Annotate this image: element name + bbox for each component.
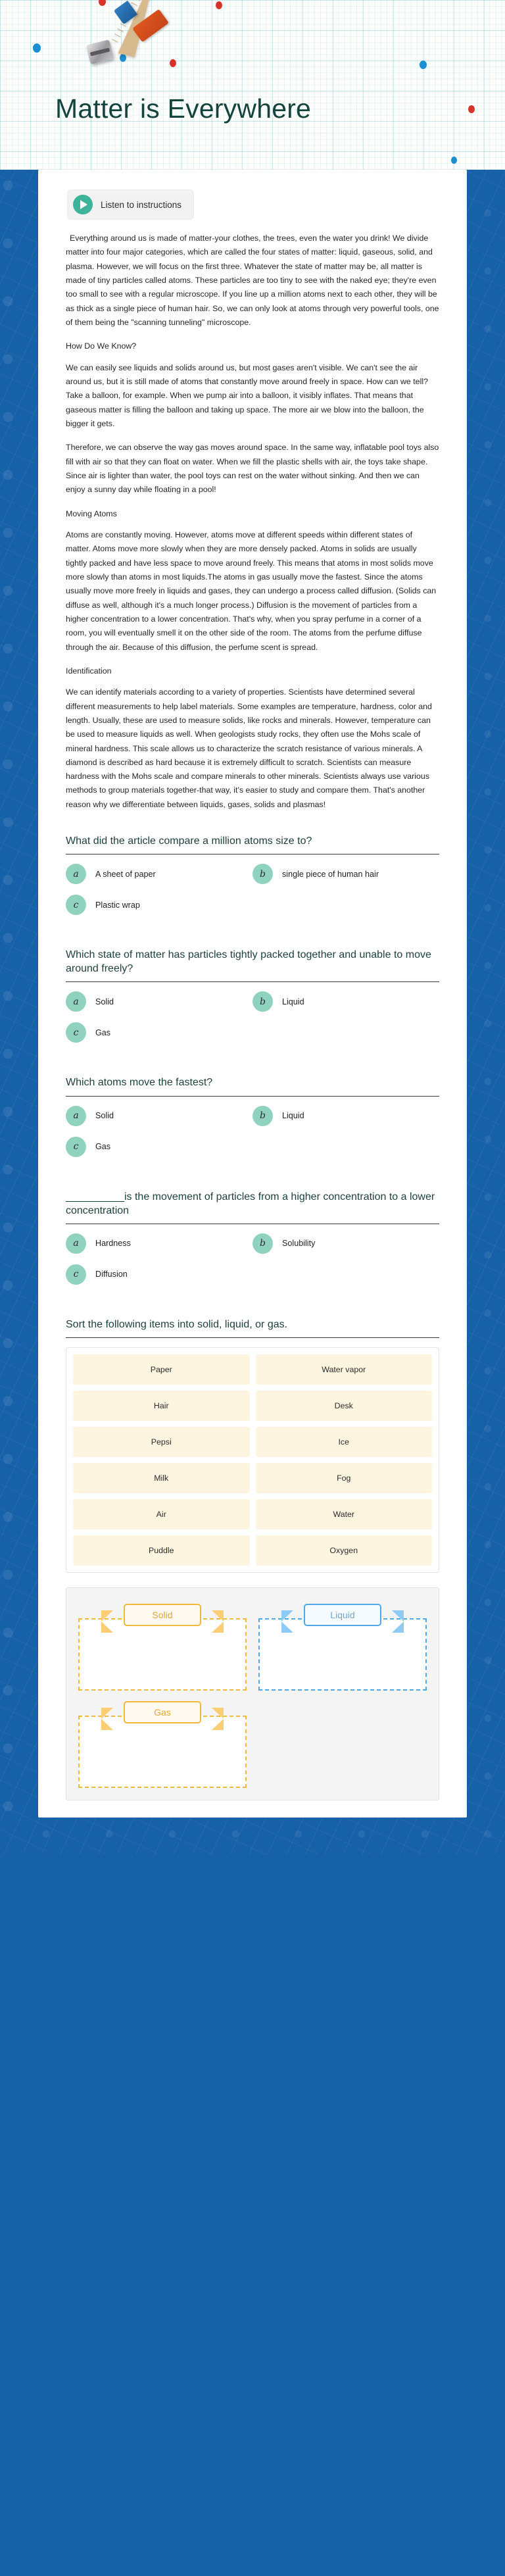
question-1-text: What did the article compare a million atoms size to? <box>66 834 439 855</box>
play-icon <box>73 195 93 214</box>
question-1 <box>66 834 439 926</box>
choice-label: single piece of human hair <box>282 869 379 879</box>
article-paragraph: Atoms are constantly moving. However, atoms move at different speeds within different states of matter. Atoms move more slowly when they are more densely packed. Atoms in solids are usually tightly packed and have less space to move around freely. This means that atoms in most solids move more slowly than atoms in most liquids.The atoms in gas usually move the fastest. Since the atoms usually move more freely in liquids and gases, they can undergo a process called diffusion. (Solids can diffuse as well, although it's a much longer process.) Diffusion is the movement of particles from a higher concentration to a lower concentration. That's why, when you spray perfume in a corner of a room, you will eventually smell it on the other side of the room. The atoms from the perfume diffuse through the air. Because of this diffusion, the perfume scent is spread. <box>66 530 437 652</box>
confetti-dot <box>420 61 427 69</box>
confetti-dot <box>120 54 126 62</box>
confetti-dot <box>451 157 457 164</box>
drop-zone-solid[interactable] <box>78 1604 247 1691</box>
question-3 <box>66 1076 439 1167</box>
ribbon-wing-left-icon <box>101 1610 113 1633</box>
choice-key-bubble: c <box>66 1022 86 1043</box>
choice-label: Gas <box>95 1028 111 1037</box>
choice-key-bubble: b <box>252 864 273 884</box>
question-4-choice-a[interactable] <box>66 1233 252 1254</box>
choice-key-bubble: b <box>252 1106 273 1126</box>
worksheet-header <box>0 0 505 170</box>
page-title: Matter is Everywhere <box>55 93 312 124</box>
drop-zone-liquid-label: Liquid <box>304 1604 381 1626</box>
choice-key-bubble: b <box>252 991 273 1012</box>
question-4-text: __________is the movement of particles from a higher concentration to a lower concentration <box>66 1190 439 1224</box>
sort-item[interactable]: Milk <box>73 1463 250 1493</box>
article-paragraph: Therefore, we can observe the way gas moves around space. In the same way, inflatable pool toys also fill with air so that they can float on water. When we fill the plastic shells with air, the toys take shape. Since air is lighter than water, the pool toys can rest on the water without sinking. And then we can enjoy a sunny day while floating in a pool! <box>66 443 439 495</box>
choice-label: Solid <box>95 1111 114 1121</box>
choice-label: Plastic wrap <box>95 900 140 910</box>
choice-key-bubble: a <box>66 864 86 884</box>
article-body <box>66 232 439 812</box>
sort-item[interactable]: Ice <box>256 1427 433 1457</box>
choice-label: Liquid <box>282 1111 304 1121</box>
choice-key-bubble: c <box>66 895 86 915</box>
choice-key-bubble: b <box>252 1233 273 1254</box>
question-4-choice-b[interactable] <box>252 1233 439 1254</box>
question-2-text: Which state of matter has particles tightly packed together and unable to move around freely? <box>66 948 439 982</box>
sort-item[interactable]: Air <box>73 1499 250 1529</box>
question-1-choice-a[interactable] <box>66 864 252 884</box>
page-footer-spacer <box>0 1818 505 1854</box>
ribbon-wing-right-icon <box>212 1708 224 1730</box>
drop-zone-solid-label: Solid <box>124 1604 201 1626</box>
question-2-choice-c[interactable] <box>66 1022 252 1043</box>
question-1-choice-c[interactable] <box>66 895 252 915</box>
confetti-dot <box>99 0 106 6</box>
choice-key-bubble: a <box>66 1233 86 1254</box>
question-2-choice-b[interactable] <box>252 991 439 1012</box>
drop-zone-spacer <box>258 1701 427 1788</box>
question-2-choices <box>66 991 439 1053</box>
ribbon-wing-right-icon <box>212 1610 224 1633</box>
article-paragraph: Everything around us is made of matter-your clothes, the trees, even the water you drink! We divide matter into four major categories, which are called the four states of matter: liquid, gaseous, solid, and plasma. However, we will focus on the first three. Whatever the state of matter may be, all matter is made of tiny particles called atoms. These particles are too tiny to see with the naked eye; they're even too small to see with a regular microscope. If you line up a million atoms next to each other, they will be as thick as a single piece of human hair. So, we can only look at atoms through very powerful tools, one of them being the "scanning tunneling" microscope. <box>66 234 439 327</box>
sort-item[interactable]: Puddle <box>73 1535 250 1566</box>
sort-item[interactable]: Pepsi <box>73 1427 250 1457</box>
article-subheading-moving-atoms: Moving Atoms <box>66 508 117 518</box>
sort-drop-zones <box>66 1587 439 1800</box>
question-4-choices <box>66 1233 439 1295</box>
choice-label: Solubility <box>282 1239 316 1249</box>
choice-key-bubble: a <box>66 1106 86 1126</box>
confetti-dot <box>216 1 222 9</box>
listen-to-instructions-button[interactable] <box>67 189 194 220</box>
sort-item[interactable]: Hair <box>73 1391 250 1421</box>
question-4 <box>66 1190 439 1295</box>
drop-zone-gas[interactable] <box>78 1701 247 1788</box>
choice-key-bubble: a <box>66 991 86 1012</box>
choice-label: Diffusion <box>95 1270 128 1279</box>
question-3-choice-a[interactable] <box>66 1106 252 1126</box>
ribbon-wing-right-icon <box>392 1610 404 1633</box>
question-3-choice-c[interactable] <box>66 1137 252 1157</box>
question-3-text: Which atoms move the fastest? <box>66 1076 439 1096</box>
choice-label: Liquid <box>282 997 304 1006</box>
worksheet-sheet <box>38 170 467 1818</box>
drop-zone-gas-label: Gas <box>124 1701 201 1723</box>
confetti-dot <box>33 43 41 53</box>
question-4-choice-c[interactable] <box>66 1264 252 1285</box>
choice-key-bubble: c <box>66 1137 86 1157</box>
sort-item[interactable]: Fog <box>256 1463 433 1493</box>
sort-item[interactable]: Oxygen <box>256 1535 433 1566</box>
question-2-choice-a[interactable] <box>66 991 252 1012</box>
sort-item[interactable]: Paper <box>73 1354 250 1385</box>
article-paragraph: We can identify materials according to a variety of properties. Scientists have determined several different measurements to help label materials. Some examples are temperature, hardness, color and length. Usually, these are used to measure solids, like rocks and minerals. However, temperature can be used to measure liquids as well. When geologists study rocks, they often use the Mohs scale of mineral hardness. This scale allows us to characterize the scratch resistance of various minerals. A diamond is described as hard because it is extremely difficult to scratch. Scientists can measure hardness with the Mohs scale and compare minerals to other minerals. Scientists always use various methods to group materials together-that way, it's easier to study and compare them. That's another reason why we differentiate between liquids, gases, solids and plasmas! <box>66 687 432 809</box>
article-subheading-identification: Identification <box>66 666 112 676</box>
drop-zone-gas-ribbon <box>124 1701 201 1723</box>
drop-zone-liquid-ribbon <box>304 1604 381 1626</box>
article-subheading-how-do-we-know: How Do We Know? <box>66 341 137 351</box>
drop-zone-liquid[interactable] <box>258 1604 427 1691</box>
choice-label: Hardness <box>95 1239 131 1249</box>
question-3-choice-b[interactable] <box>252 1106 439 1126</box>
article-paragraph: We can easily see liquids and solids around us, but most gases aren't visible. We can't see the air around us, but it is still made of atoms that constantly move around freely in space. How can we tell? Take a balloon, for example. When we pump air into a balloon, it visibly inflates. That means that gaseous matter is filling the balloon and taking up space. The more air we blow into the balloon, the bigger it gets. <box>66 362 428 428</box>
sort-item[interactable]: Water vapor <box>256 1354 433 1385</box>
question-1-choice-b[interactable] <box>252 864 439 884</box>
choice-label: Gas <box>95 1142 111 1152</box>
question-3-choices <box>66 1106 439 1168</box>
question-1-choices <box>66 864 439 926</box>
sort-item[interactable]: Desk <box>256 1391 433 1421</box>
confetti-dot <box>170 59 176 67</box>
ribbon-wing-left-icon <box>281 1610 293 1633</box>
ribbon-wing-left-icon <box>101 1708 113 1730</box>
question-2 <box>66 948 439 1053</box>
sort-activity-prompt: Sort the following items into solid, liquid, or gas. <box>66 1318 439 1338</box>
choice-key-bubble: c <box>66 1264 86 1285</box>
confetti-dot <box>468 105 475 113</box>
choice-label: Solid <box>95 997 114 1006</box>
choice-label: A sheet of paper <box>95 869 156 879</box>
sort-item[interactable]: Water <box>256 1499 433 1529</box>
pencil-sharpener-icon <box>86 39 114 64</box>
sort-activity <box>66 1318 439 1800</box>
drop-zone-solid-ribbon <box>124 1604 201 1626</box>
listen-button-label: Listen to instructions <box>101 199 182 210</box>
sort-word-bank <box>66 1347 439 1573</box>
